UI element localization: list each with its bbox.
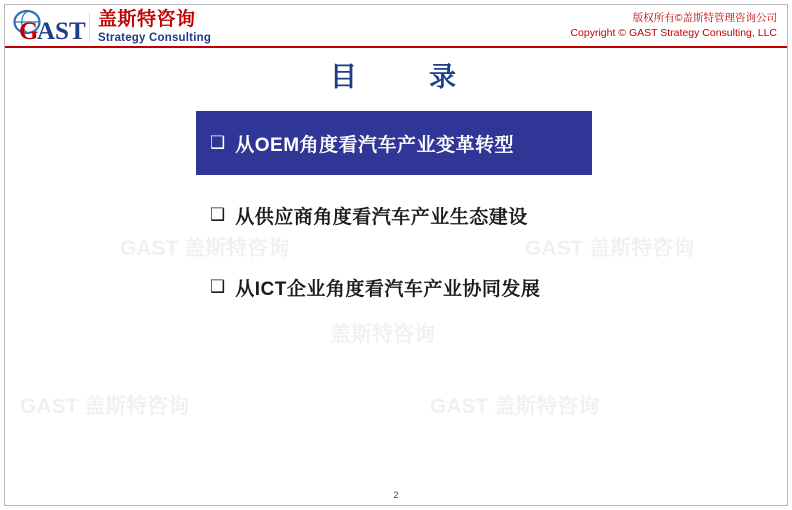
gast-logo-icon bbox=[13, 9, 87, 45]
agenda-item-label: 从供应商角度看汽车产业生态建设 bbox=[235, 206, 528, 228]
copyright-cn: 版权所有©盖斯特管理咨询公司 bbox=[632, 12, 777, 24]
watermark: GAST 盖斯特咨询 bbox=[525, 237, 695, 260]
svg-text:AST: AST bbox=[37, 18, 86, 45]
slide-header bbox=[5, 5, 787, 48]
watermark: 盖斯特咨询 bbox=[330, 323, 435, 346]
agenda-list bbox=[196, 111, 616, 327]
agenda-item-3[interactable] bbox=[196, 255, 616, 319]
logo-divider bbox=[89, 13, 90, 41]
company-logo bbox=[13, 7, 211, 47]
logo-company-name-en: Strategy Consulting bbox=[98, 31, 212, 44]
agenda-item-label: 从ICT企业角度看汽车产业协同发展 bbox=[235, 278, 541, 300]
watermark: GAST 盖斯特咨询 bbox=[20, 395, 190, 418]
svg-text:G: G bbox=[19, 18, 39, 45]
page-title: 目 录 bbox=[330, 62, 462, 92]
square-bullet-icon: ❑ bbox=[210, 276, 226, 297]
square-bullet-icon: ❑ bbox=[210, 132, 226, 153]
watermark: GAST 盖斯特咨询 bbox=[430, 395, 600, 418]
watermark: GAST 盖斯特咨询 bbox=[120, 237, 290, 260]
copyright-en: Copyright © GAST Strategy Consulting, LLC bbox=[570, 27, 777, 40]
logo-text-block bbox=[98, 10, 211, 45]
square-bullet-icon: ❑ bbox=[210, 204, 226, 225]
logo-company-name-cn: 盖斯特咨询 bbox=[98, 8, 196, 30]
agenda-item-label: 从OEM角度看汽车产业变革转型 bbox=[235, 134, 515, 156]
agenda-item-2[interactable] bbox=[196, 183, 616, 247]
copyright-block bbox=[570, 11, 777, 41]
agenda-item-1[interactable] bbox=[196, 111, 592, 175]
page-number: 2 bbox=[393, 490, 399, 500]
